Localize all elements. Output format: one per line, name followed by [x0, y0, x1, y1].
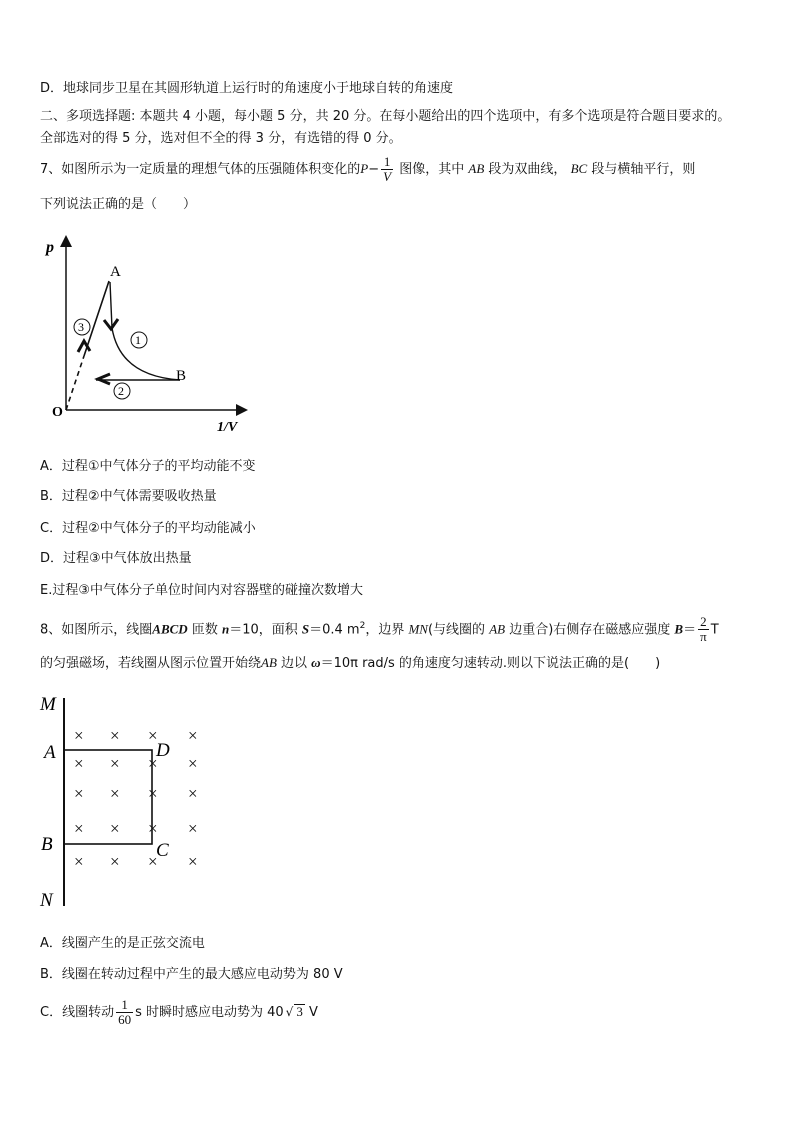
q7-option-e: E.过程③中气体分子单位时间内对容器壁的碰撞次数增大	[40, 583, 364, 598]
q8-stem-line1: 8、如图所示，线圈ABCD 匝数 n＝10，面积 S＝0.4 $m^2$，边界 MN(与线圈的 AB 边重合)右侧存在磁感应强度 B＝ $\frac{2}{\pi}$ T	[40, 614, 719, 645]
q7-option-a: A．过程①中气体分子的平均动能不变	[40, 459, 256, 474]
process-3-label: 3	[78, 320, 84, 334]
origin-label: O	[52, 405, 63, 420]
label-n: N	[40, 890, 53, 911]
field-cross: ×	[110, 852, 120, 871]
process-2-label: 2	[118, 384, 124, 398]
x-axis-label: 1/V	[217, 420, 238, 435]
label-m: M	[40, 694, 56, 715]
q7-option-c: C．过程②中气体分子的平均动能减小	[40, 521, 256, 536]
q8-stem-line2: 的匀强磁场，若线圈从图示位置开始绕AB 边以 ω＝10π rad/s 的角速度匀速转动.则以下说法正确的是( )	[40, 655, 661, 671]
field-cross: ×	[110, 754, 120, 773]
q8-option-c-fraction: $\frac{1}{60}$	[118, 997, 132, 1027]
q7-fraction: $\frac{1}{V}$	[383, 154, 392, 184]
q7-pv-graph	[40, 228, 260, 438]
field-cross: ×	[74, 784, 84, 803]
q8-b-fraction: $\frac{2}{\pi}$	[700, 614, 707, 645]
q7-stem-line2: 下列说法正确的是（ ）	[40, 197, 197, 212]
field-cross: ×	[188, 754, 198, 773]
section2-instructions-line2: 全部选对的得 5 分，选对但不全的得 3 分，有选错的得 0 分。	[40, 131, 402, 146]
field-cross: ×	[74, 754, 84, 773]
field-cross: ×	[74, 819, 84, 838]
field-cross: ×	[148, 819, 158, 838]
process-1-curve	[110, 282, 180, 380]
q7-option-d: D．过程③中气体放出热量	[40, 551, 192, 566]
label-d: D	[156, 740, 170, 761]
field-cross: ×	[110, 819, 120, 838]
point-a-label: A	[110, 264, 121, 280]
field-cross: ×	[188, 852, 198, 871]
process-1-label: 1	[135, 333, 141, 347]
magnetic-field-crosses	[74, 726, 198, 871]
field-cross: ×	[74, 852, 84, 871]
q8-coil-diagram	[36, 688, 226, 913]
q8-option-c: C．线圈转动 $\frac{1}{60}$ s 时瞬时感应电动势为 40 √ 3 V	[40, 997, 318, 1027]
process-3-extension-dashed	[66, 356, 84, 410]
point-b-label: B	[176, 368, 187, 384]
q6-option-d: D．地球同步卫星在其圆形轨道上运行时的角速度小于地球自转的角速度	[40, 81, 454, 96]
q8-option-a: A．线圈产生的是正弦交流电	[40, 936, 205, 951]
q8-option-b: B．线圈在转动过程中产生的最大感应电动势为 80 V	[40, 967, 343, 982]
q7-option-b: B．过程②中气体需要吸收热量	[40, 489, 217, 504]
section2-instructions-line1: 二、多项选择题: 本题共 4 小题，每小题 5 分，共 20 分。在每小题给出的四个选项中，有多个选项是符合题目要求的。	[40, 109, 731, 124]
y-axis-label: p	[46, 239, 54, 256]
field-cross: ×	[110, 784, 120, 803]
field-cross: ×	[148, 784, 158, 803]
label-c: C	[156, 840, 169, 861]
label-a: A	[44, 742, 56, 763]
field-cross: ×	[110, 726, 120, 745]
field-cross: ×	[188, 819, 198, 838]
q7-stem-line1: 7、如图所示为一定质量的理想气体的压强随体积变化的P− $\frac{1}{V}$ 图像，其中 AB 段为双曲线， BC 段与横轴平行，则	[40, 154, 696, 184]
field-cross: ×	[148, 726, 158, 745]
field-cross: ×	[148, 754, 158, 773]
field-cross: ×	[188, 726, 198, 745]
field-cross: ×	[188, 784, 198, 803]
label-b: B	[41, 834, 53, 855]
field-cross: ×	[148, 852, 158, 871]
field-cross: ×	[74, 726, 84, 745]
process-2-arrow	[98, 374, 110, 384]
